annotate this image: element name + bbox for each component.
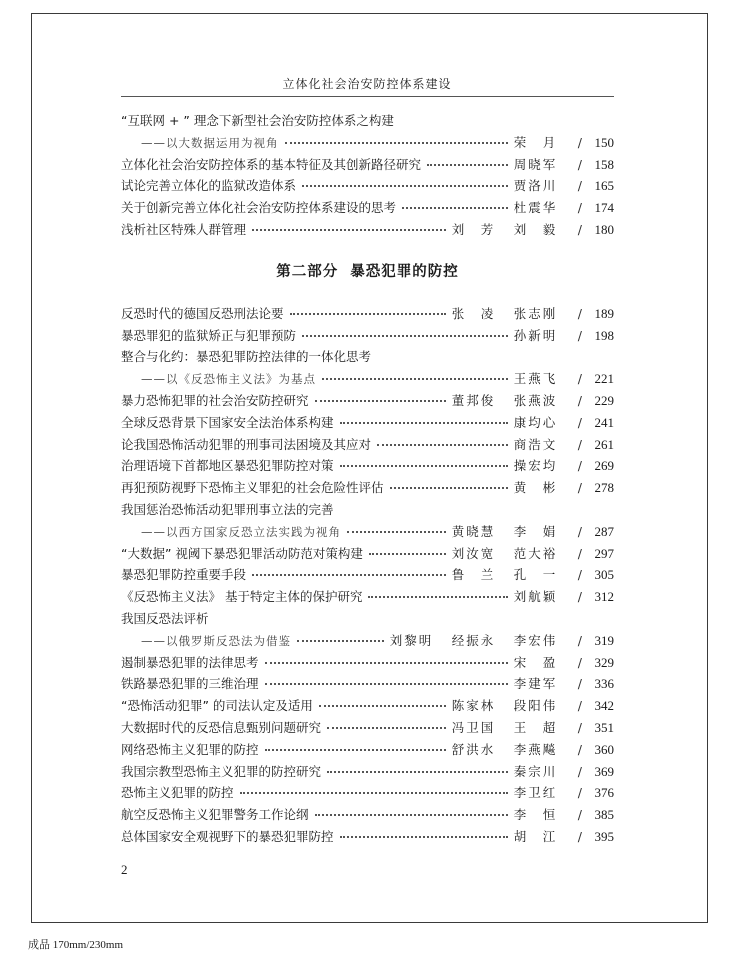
dot-leader bbox=[265, 662, 508, 664]
toc-subtitle-row bbox=[121, 521, 614, 543]
entry-author: 舒洪水 bbox=[451, 741, 496, 757]
entry-page-number: 180 bbox=[594, 221, 614, 237]
entry-title: 大数据时代的反恐信息甄别问题研究 bbox=[121, 719, 322, 735]
toc-entry bbox=[121, 325, 614, 347]
entry-page-number: 336 bbox=[594, 676, 614, 692]
entry-author: 康均心 bbox=[513, 414, 558, 430]
page-separator: / bbox=[577, 828, 582, 844]
toc-entry bbox=[121, 303, 614, 325]
dot-leader bbox=[390, 487, 508, 489]
part-two-entries bbox=[121, 303, 614, 848]
page-separator: / bbox=[577, 305, 582, 321]
entry-title: “恐怖活动犯罪” 的司法认定及适用 bbox=[121, 698, 313, 714]
page-separator: / bbox=[577, 200, 582, 216]
entry-title: 暴恐罪犯的监狱矫正与犯罪预防 bbox=[121, 327, 297, 343]
entry-page-number: 229 bbox=[594, 392, 614, 408]
page-separator: / bbox=[577, 156, 582, 172]
entry-author: 董邦俊 bbox=[451, 392, 496, 408]
dot-leader bbox=[340, 465, 508, 467]
entry-title: 我国反恐法评析 bbox=[121, 610, 209, 626]
part-title: 暴恐犯罪的防控 bbox=[350, 263, 459, 280]
page-separator: / bbox=[577, 523, 582, 539]
entry-page-number: 174 bbox=[594, 200, 614, 216]
entry-title: 关于创新完善立体化社会治安防控体系建设的思考 bbox=[121, 200, 397, 216]
entry-title: 我国惩治恐怖活动犯罪刑事立法的完善 bbox=[121, 501, 334, 517]
page-separator: / bbox=[577, 371, 582, 387]
page-separator: / bbox=[577, 458, 582, 474]
entry-author: 刘汝宽 bbox=[451, 545, 496, 561]
dot-leader bbox=[252, 229, 446, 231]
dot-leader bbox=[327, 771, 508, 773]
part-two-heading bbox=[121, 241, 614, 303]
entry-author: 商浩文 bbox=[513, 436, 558, 452]
entry-author: 鲁 兰 bbox=[451, 567, 496, 583]
dot-leader bbox=[297, 640, 384, 642]
entry-author: 段阳伟 bbox=[513, 698, 558, 714]
entry-title: 反恐时代的德国反恐刑法论要 bbox=[121, 305, 284, 321]
toc-entry bbox=[121, 564, 614, 586]
page-separator: / bbox=[577, 221, 582, 237]
entry-author: 孔 一 bbox=[513, 567, 558, 583]
entry-title: 论我国恐怖活动犯罪的刑事司法困境及其应对 bbox=[121, 436, 372, 452]
entry-author: 李卫红 bbox=[513, 785, 558, 801]
toc-entry bbox=[121, 477, 614, 499]
entry-page-number: 165 bbox=[594, 178, 614, 194]
page-separator: / bbox=[577, 763, 582, 779]
page-number: 2 bbox=[121, 862, 128, 877]
entry-author: 陈家林 bbox=[451, 698, 496, 714]
entry-author: 范大裕 bbox=[513, 545, 558, 561]
dot-leader bbox=[347, 531, 446, 533]
entry-page-number: 319 bbox=[594, 632, 614, 648]
dot-leader bbox=[319, 705, 446, 707]
entry-page-number: 395 bbox=[594, 828, 614, 844]
entry-title: 铁路暴恐犯罪的三维治理 bbox=[121, 676, 259, 692]
entry-title: 我国宗教型恐怖主义犯罪的防控研究 bbox=[121, 763, 322, 779]
entry-page-number: 278 bbox=[594, 480, 614, 496]
toc-entry bbox=[121, 804, 614, 826]
entry-page-number: 287 bbox=[594, 523, 614, 539]
page-separator: / bbox=[577, 654, 582, 670]
entry-page-number: 297 bbox=[594, 545, 614, 561]
entry-author: 李 娟 bbox=[513, 523, 558, 539]
entry-author: 刘黎明 bbox=[389, 632, 434, 648]
page-separator: / bbox=[577, 436, 582, 452]
toc-entry bbox=[121, 652, 614, 674]
entry-title: 试论完善立体化的监狱改造体系 bbox=[121, 178, 297, 194]
entry-title: “大数据” 视阈下暴恐犯罪活动防范对策构建 bbox=[121, 545, 363, 561]
toc-entry bbox=[121, 695, 614, 717]
entry-page-number: 150 bbox=[594, 134, 614, 150]
entry-title: 暴恐犯罪防控重要手段 bbox=[121, 567, 247, 583]
toc-entry bbox=[121, 412, 614, 434]
entry-page-number: 198 bbox=[594, 327, 614, 343]
entry-page-number: 221 bbox=[594, 371, 614, 387]
dot-leader bbox=[265, 749, 446, 751]
dot-leader bbox=[290, 313, 446, 315]
entry-page-number: 241 bbox=[594, 414, 614, 430]
dot-leader bbox=[327, 727, 446, 729]
page-separator: / bbox=[577, 741, 582, 757]
toc-entry bbox=[121, 673, 614, 695]
entry-author: 王 超 bbox=[513, 719, 558, 735]
page-separator: / bbox=[577, 178, 582, 194]
entry-title: 再犯预防视野下恐怖主义罪犯的社会危险性评估 bbox=[121, 480, 384, 496]
toc-entry bbox=[121, 543, 614, 565]
page-separator: / bbox=[577, 392, 582, 408]
toc-entry bbox=[121, 782, 614, 804]
page-separator: / bbox=[577, 414, 582, 430]
toc-entry bbox=[121, 154, 614, 176]
entry-title: 恐怖主义犯罪的防控 bbox=[121, 785, 234, 801]
toc-entry bbox=[121, 455, 614, 477]
entry-title: 遏制暴恐犯罪的法律思考 bbox=[121, 654, 259, 670]
entry-title: 暴力恐怖犯罪的社会治安防控研究 bbox=[121, 392, 309, 408]
part-number: 第二部分 bbox=[276, 263, 339, 280]
entry-page-number: 189 bbox=[594, 305, 614, 321]
entry-page-number: 360 bbox=[594, 741, 614, 757]
page-separator: / bbox=[577, 589, 582, 605]
entry-author: 张燕波 bbox=[513, 392, 558, 408]
toc-entry bbox=[121, 739, 614, 761]
entry-title: 网络恐怖主义犯罪的防控 bbox=[121, 741, 259, 757]
page-separator: / bbox=[577, 134, 582, 150]
toc-entry bbox=[121, 175, 614, 197]
page-separator: / bbox=[577, 719, 582, 735]
entry-title: 航空反恐怖主义犯罪警务工作论纲 bbox=[121, 807, 309, 823]
toc-entry bbox=[121, 434, 614, 456]
page-separator: / bbox=[577, 480, 582, 496]
dot-leader bbox=[302, 335, 508, 337]
entry-title: 整合与化约：暴恐犯罪防控法律的一体化思考 bbox=[121, 349, 372, 365]
dot-leader bbox=[322, 378, 508, 380]
entry-title: 全球反恐背景下国家安全法治体系构建 bbox=[121, 414, 334, 430]
entry-author: 刘 芳 bbox=[451, 221, 496, 237]
trim-size-note: 成品 170mm/230mm bbox=[28, 939, 124, 951]
entry-author: 杜震华 bbox=[513, 200, 558, 216]
entry-page-number: 329 bbox=[594, 654, 614, 670]
dot-leader bbox=[427, 164, 508, 166]
entry-page-number: 261 bbox=[594, 436, 614, 452]
dot-leader bbox=[368, 596, 507, 598]
dot-leader bbox=[340, 422, 508, 424]
toc-entry bbox=[121, 390, 614, 412]
entry-subtitle: ——以俄罗斯反恐法为借鉴 bbox=[141, 633, 291, 648]
toc-subtitle-row bbox=[121, 132, 614, 154]
entry-author: 李建军 bbox=[513, 676, 558, 692]
toc-entry bbox=[121, 110, 614, 132]
dot-leader bbox=[302, 185, 508, 187]
dot-leader bbox=[240, 792, 508, 794]
entry-author: 黄晓慧 bbox=[451, 523, 496, 539]
entry-page-number: 305 bbox=[594, 567, 614, 583]
dot-leader bbox=[315, 814, 508, 816]
toc-entry bbox=[121, 586, 614, 608]
entry-author: 贾洛川 bbox=[513, 178, 558, 194]
header-rule bbox=[121, 96, 614, 97]
entry-author: 黄 彬 bbox=[513, 480, 558, 496]
entry-subtitle: ——以《反恐怖主义法》为基点 bbox=[141, 372, 316, 387]
entry-page-number: 385 bbox=[594, 807, 614, 823]
entry-author: 李宏伟 bbox=[513, 632, 558, 648]
page-separator: / bbox=[577, 567, 582, 583]
dot-leader bbox=[369, 553, 446, 555]
dot-leader bbox=[252, 574, 446, 576]
page-separator: / bbox=[577, 807, 582, 823]
entry-author: 周晓军 bbox=[513, 156, 558, 172]
entry-author: 荣 月 bbox=[513, 134, 558, 150]
entry-page-number: 376 bbox=[594, 785, 614, 801]
entry-subtitle: ——以大数据运用为视角 bbox=[141, 135, 279, 150]
toc-entry bbox=[121, 197, 614, 219]
entry-title: 浅析社区特殊人群管理 bbox=[121, 221, 247, 237]
entry-author: 胡 江 bbox=[513, 828, 558, 844]
page-separator: / bbox=[577, 785, 582, 801]
page-separator: / bbox=[577, 676, 582, 692]
entry-author: 张 凌 bbox=[451, 305, 496, 321]
toc-entry bbox=[121, 499, 614, 521]
part-one-entries bbox=[121, 110, 614, 241]
entry-author: 操宏均 bbox=[513, 458, 558, 474]
toc-entry bbox=[121, 761, 614, 783]
toc-entry bbox=[121, 826, 614, 848]
page-separator: / bbox=[577, 632, 582, 648]
entry-page-number: 158 bbox=[594, 156, 614, 172]
entry-author: 冯卫国 bbox=[451, 719, 496, 735]
running-head: 立体化社会治安防控体系建设 bbox=[282, 77, 452, 91]
entry-author: 王燕飞 bbox=[513, 371, 558, 387]
entry-author: 孙新明 bbox=[513, 327, 558, 343]
entry-title: 治理语境下首都地区暴恐犯罪防控对策 bbox=[121, 458, 334, 474]
entry-title: 立体化社会治安防控体系的基本特征及其创新路径研究 bbox=[121, 156, 422, 172]
page-separator: / bbox=[577, 327, 582, 343]
entry-page-number: 269 bbox=[594, 458, 614, 474]
dot-leader bbox=[285, 142, 508, 144]
entry-page-number: 342 bbox=[594, 698, 614, 714]
entry-page-number: 369 bbox=[594, 763, 614, 779]
toc-subtitle-row bbox=[121, 368, 614, 390]
dot-leader bbox=[340, 836, 508, 838]
entry-author: 宋 盈 bbox=[513, 654, 558, 670]
dot-leader bbox=[402, 207, 508, 209]
page-separator: / bbox=[577, 698, 582, 714]
dot-leader bbox=[315, 400, 446, 402]
toc-entry bbox=[121, 219, 614, 241]
entry-author: 秦宗川 bbox=[513, 763, 558, 779]
entry-title: “互联网 + ” 理念下新型社会治安防控体系之构建 bbox=[121, 113, 394, 128]
entry-author: 经振永 bbox=[451, 632, 496, 648]
entry-author: 刘 毅 bbox=[513, 221, 558, 237]
entry-page-number: 351 bbox=[594, 719, 614, 735]
entry-author: 李 恒 bbox=[513, 807, 558, 823]
entry-title: 《反恐怖主义法》 基于特定主体的保护研究 bbox=[121, 589, 363, 605]
table-of-contents bbox=[121, 110, 614, 848]
entry-author: 李燕飚 bbox=[513, 741, 558, 757]
toc-entry bbox=[121, 717, 614, 739]
entry-author: 张志刚 bbox=[513, 305, 558, 321]
toc-subtitle-row bbox=[121, 630, 614, 652]
dot-leader bbox=[265, 683, 508, 685]
toc-entry bbox=[121, 608, 614, 630]
entry-title: 总体国家安全观视野下的暴恐犯罪防控 bbox=[121, 828, 334, 844]
toc-entry bbox=[121, 346, 614, 368]
page-separator: / bbox=[577, 545, 582, 561]
entry-author: 刘航颖 bbox=[513, 589, 558, 605]
dot-leader bbox=[377, 444, 508, 446]
entry-subtitle: ——以西方国家反恐立法实践为视角 bbox=[141, 524, 341, 539]
entry-page-number: 312 bbox=[594, 589, 614, 605]
